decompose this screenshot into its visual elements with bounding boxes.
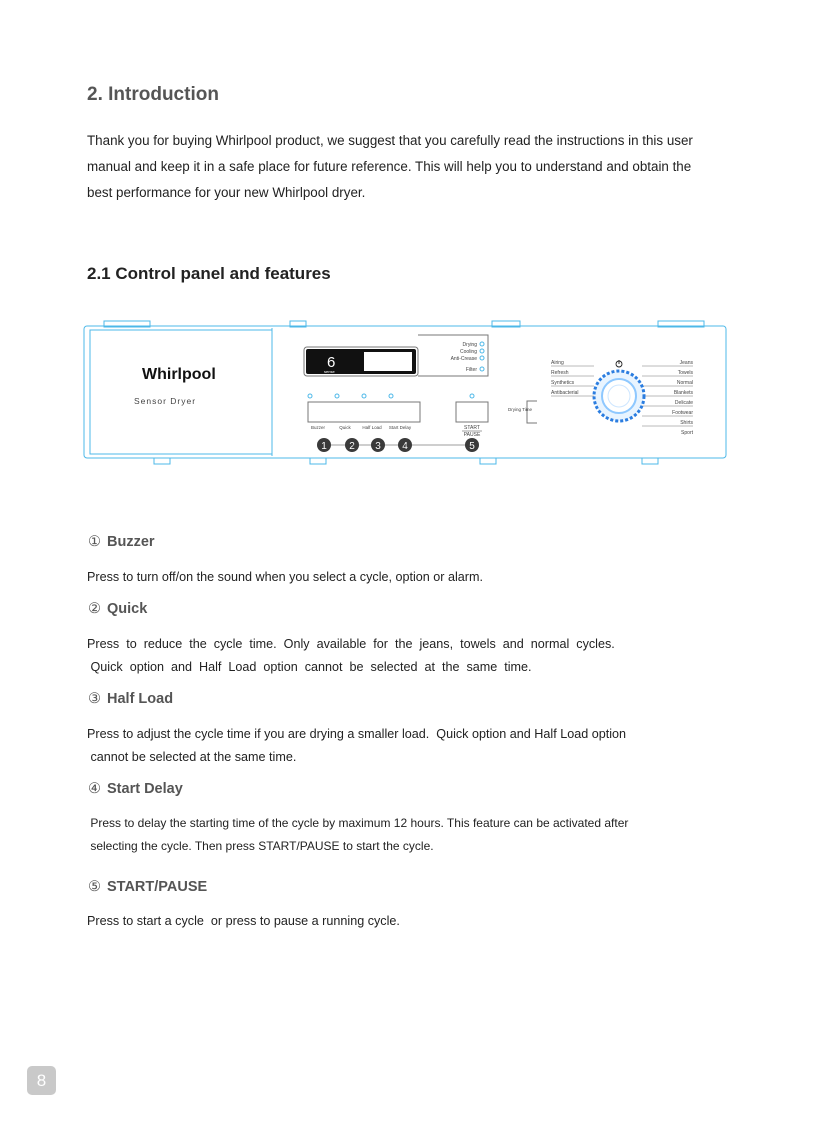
feature-quick-text: Press to reduce the cycle time. Only available for the jeans, towels and normal cycles. — [87, 637, 615, 651]
feature-quick-text-2: Quick option and Half Load option cannot be selected at the same time. — [87, 660, 532, 674]
feature-half-load-heading: ③ Half Load — [88, 691, 174, 707]
led-icon — [480, 367, 484, 371]
feature-buzzer-text: Press to turn off/on the sound when you select a cycle, option or alarm. — [87, 570, 483, 584]
status-anti-crease: Anti-Crease — [450, 356, 477, 362]
sixth-sense-logo: 6 — [327, 354, 336, 371]
led-icon — [335, 394, 339, 398]
control-panel-diagram — [82, 318, 728, 468]
feature-start-delay-text: Press to delay the starting time of the cycle by maximum 12 hours. This feature can be activated after — [87, 816, 629, 830]
led-icon — [308, 394, 312, 398]
led-icon — [362, 394, 366, 398]
label-half-load: Half Load — [362, 425, 382, 430]
program-blankets: Blankets — [673, 390, 693, 396]
intro-heading: 2. Introduction — [87, 84, 219, 105]
label-buzzer: Buzzer — [310, 425, 326, 430]
feature-start-pause-text: Press to start a cycle or press to pause a running cycle. — [87, 914, 400, 928]
feature-quick-heading: ② Quick — [88, 601, 148, 617]
feature-start-delay-heading: ④ Start Delay — [88, 781, 183, 797]
led-icon — [480, 349, 484, 353]
program-airing: Airing — [551, 360, 564, 366]
feature-buzzer-heading: ① Buzzer — [88, 534, 155, 550]
intro-paragraph: Thank you for buying Whirlpool product, we suggest that you carefully read the instructions in this user manual and keep it in a safe place for future reference. This will help you to understand and obtain the best performance for your new Whirlpool dryer. — [87, 133, 693, 200]
status-cooling: Cooling — [460, 349, 477, 355]
program-synthetics: Synthetics — [551, 380, 575, 386]
program-dial — [594, 360, 644, 421]
drying-time-label: Drying Time — [508, 407, 533, 412]
led-icon — [480, 356, 484, 360]
led-icon — [480, 342, 484, 346]
label-start-delay: Start Delay — [388, 425, 412, 430]
label-pause: PAUSE — [463, 432, 481, 438]
status-drying: Drying — [462, 342, 477, 348]
control-panel-heading: 2.1 Control panel and features — [87, 264, 331, 283]
callout-2: 2 — [349, 441, 355, 452]
model-label: Sensor Dryer — [134, 396, 197, 406]
program-footwear: Footwear — [672, 410, 693, 416]
page-number: 8 — [27, 1066, 56, 1095]
whirlpool-logo: Whirlpool — [142, 366, 216, 383]
label-start: START — [464, 425, 480, 431]
led-icon — [470, 394, 474, 398]
callout-1: 1 — [321, 441, 327, 452]
led-icon — [389, 394, 393, 398]
program-shirts: Shirts — [680, 420, 693, 426]
panel-left-section — [90, 330, 272, 454]
program-refresh: Refresh — [551, 370, 569, 376]
feature-half-load-text-2: cannot be selected at the same time. — [87, 750, 297, 764]
feature-half-load-text: Press to adjust the cycle time if you are drying a smaller load. Quick option and Half Load option — [87, 727, 627, 741]
feature-start-pause-heading: ⑤ START/PAUSE — [88, 879, 208, 895]
program-sport: Sport — [681, 430, 693, 436]
program-delicate: Delicate — [674, 400, 693, 406]
callout-4: 4 — [402, 441, 408, 452]
program-antibacterial: Antibacterial — [551, 390, 579, 396]
program-towels: Towels — [677, 370, 693, 376]
program-jeans: Jeans — [679, 360, 693, 366]
feature-start-delay-text-2: selecting the cycle. Then press START/PAUSE to start the cycle. — [87, 839, 434, 853]
label-quick: Quick — [339, 425, 351, 430]
program-normal: Normal — [676, 380, 693, 386]
callout-3: 3 — [375, 441, 381, 452]
sixth-sense-label: sense — [324, 369, 335, 374]
callout-5: 5 — [469, 441, 475, 452]
status-filter: Filter — [465, 367, 477, 373]
